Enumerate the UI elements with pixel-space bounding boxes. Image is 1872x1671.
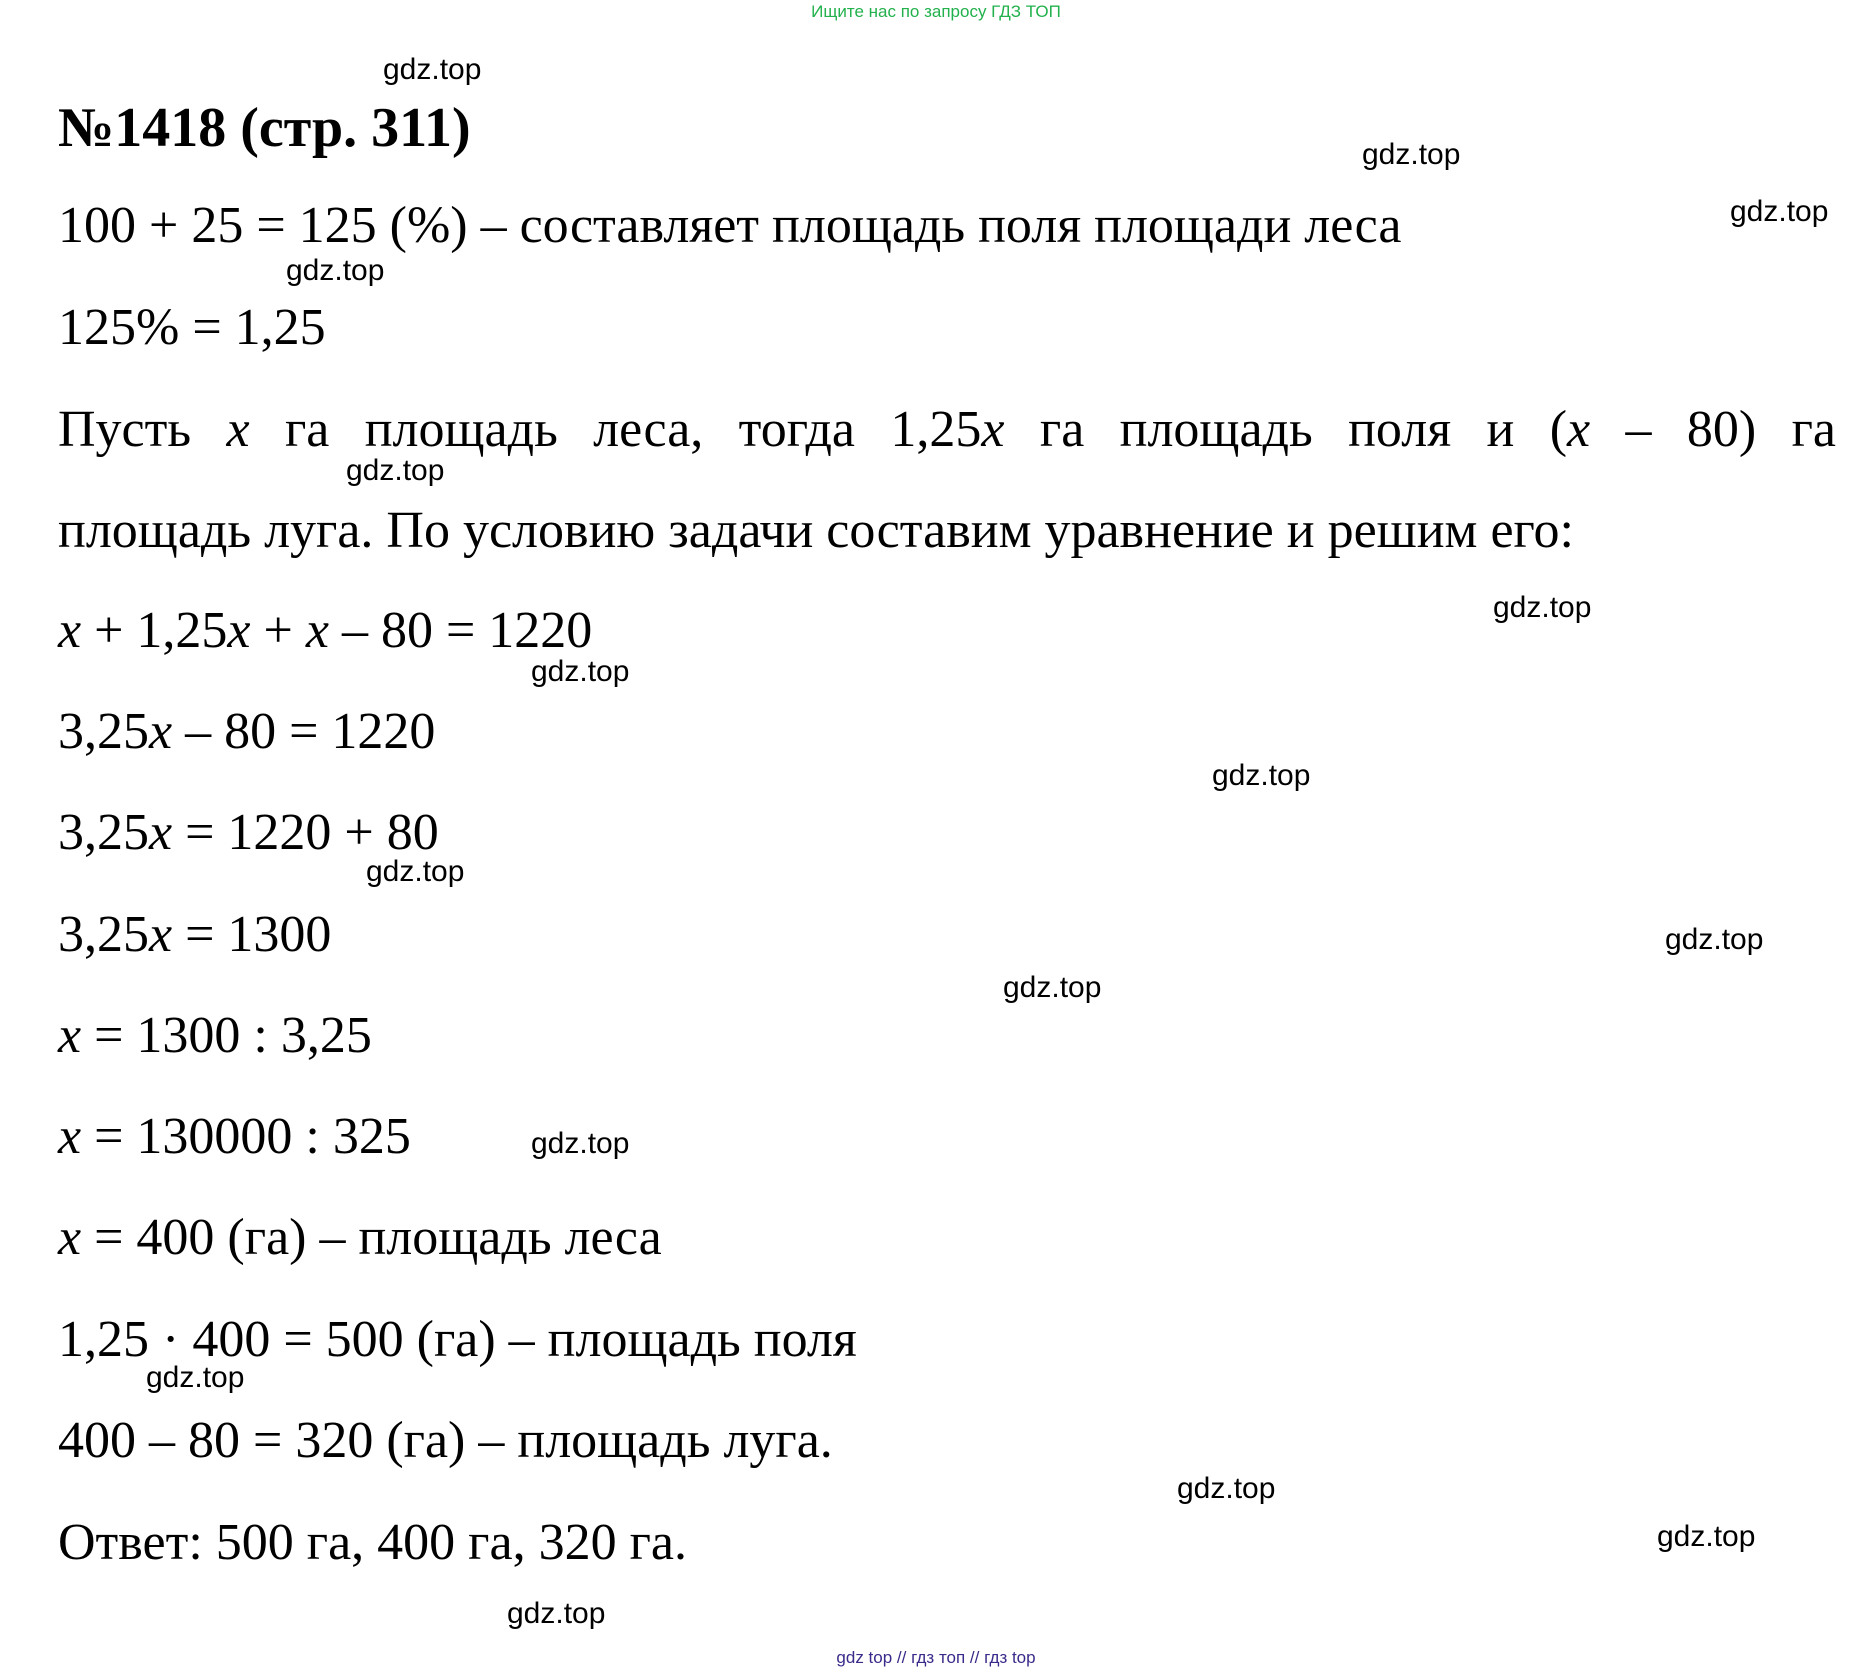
text-segment: = 400 (га) – площадь леса bbox=[81, 1209, 662, 1266]
text-segment: 3,25 bbox=[58, 703, 149, 760]
variable-x: x bbox=[149, 906, 173, 963]
variable-x: x bbox=[227, 602, 251, 659]
variable-x: x bbox=[305, 602, 329, 659]
problem-title: №1418 (стр. 311) bbox=[58, 97, 471, 159]
text-segment: + 1,25 bbox=[81, 602, 228, 659]
watermark: gdz.top bbox=[531, 1127, 630, 1160]
equation-line-3 bbox=[58, 804, 439, 861]
result-line-meadow: 400 – 80 = 320 (га) – площадь луга. bbox=[58, 1412, 833, 1469]
text-segment: + bbox=[250, 602, 306, 659]
variable-x: x bbox=[1567, 401, 1591, 458]
watermark: gdz.top bbox=[286, 254, 385, 287]
watermark: gdz.top bbox=[1665, 923, 1764, 956]
equation-line-6 bbox=[58, 1108, 411, 1165]
text-segment: = 1300 : 3,25 bbox=[81, 1007, 372, 1064]
solution-line-4: площадь луга. По условию задачи составим уравнение и решим его: bbox=[58, 502, 1574, 559]
watermark: gdz.top bbox=[1003, 971, 1102, 1004]
watermark: gdz.top bbox=[1730, 195, 1829, 228]
equation-line-4 bbox=[58, 906, 332, 963]
text-segment: – 80 = 1220 bbox=[172, 703, 436, 760]
equation-line-5 bbox=[58, 1007, 372, 1064]
watermark: gdz.top bbox=[1362, 138, 1461, 171]
variable-x: x bbox=[58, 1209, 82, 1266]
text-segment: = 1300 bbox=[172, 906, 332, 963]
variable-x: x bbox=[149, 804, 173, 861]
watermark: gdz.top bbox=[531, 655, 630, 688]
text-segment: Пусть bbox=[58, 401, 227, 458]
result-line-forest bbox=[58, 1209, 662, 1266]
watermark: gdz.top bbox=[346, 454, 445, 487]
text-segment: = 130000 : 325 bbox=[81, 1108, 411, 1165]
watermark: gdz.top bbox=[1177, 1472, 1276, 1505]
equation-line-2 bbox=[58, 703, 436, 760]
answer-line: Ответ: 500 га, 400 га, 320 га. bbox=[58, 1514, 688, 1571]
text-segment: га площадь леса, тогда 1,25 bbox=[249, 401, 982, 458]
variable-x: x bbox=[149, 703, 173, 760]
solution-line-2: 125% = 1,25 bbox=[58, 299, 326, 356]
watermark: gdz.top bbox=[1657, 1520, 1756, 1553]
text-segment: – 80 = 1220 bbox=[328, 602, 593, 659]
variable-x: x bbox=[58, 1108, 82, 1165]
watermark: gdz.top bbox=[146, 1361, 245, 1394]
text-segment: = 1220 + 80 bbox=[172, 804, 439, 861]
variable-x: x bbox=[226, 401, 250, 458]
watermark: gdz.top bbox=[1212, 759, 1311, 792]
top-banner: Ищите нас по запросу ГДЗ ТОП bbox=[811, 2, 1061, 21]
watermark: gdz.top bbox=[383, 53, 482, 86]
variable-x: x bbox=[981, 401, 1005, 458]
text-segment: 3,25 bbox=[58, 804, 149, 861]
watermark: gdz.top bbox=[1493, 591, 1592, 624]
variable-x: x bbox=[58, 1007, 82, 1064]
text-segment: – 80) га bbox=[1590, 401, 1836, 458]
variable-x: x bbox=[58, 602, 82, 659]
equation-line-1 bbox=[58, 602, 593, 659]
text-segment: га площадь поля и ( bbox=[1004, 401, 1568, 458]
solution-line-3 bbox=[58, 401, 1836, 458]
footer-watermark: gdz top // гдз топ // гдз top bbox=[836, 1648, 1036, 1667]
watermark: gdz.top bbox=[507, 1597, 606, 1630]
text-segment: 3,25 bbox=[58, 906, 149, 963]
watermark: gdz.top bbox=[366, 855, 465, 888]
solution-line-1: 100 + 25 = 125 (%) – составляет площадь поля площади леса bbox=[58, 197, 1402, 254]
result-line-field: 1,25 · 400 = 500 (га) – площадь поля bbox=[58, 1311, 857, 1368]
